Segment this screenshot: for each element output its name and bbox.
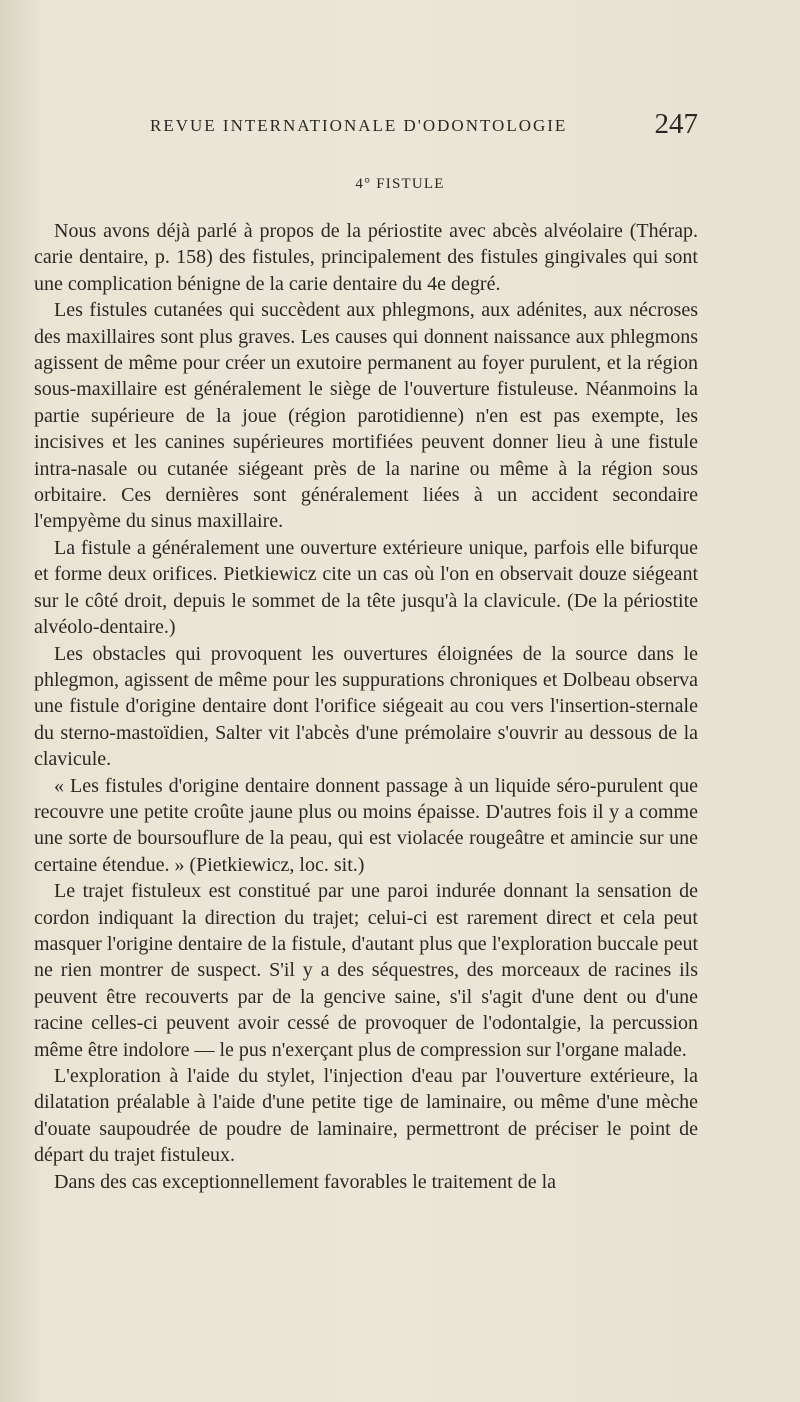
paragraph: Nous avons déjà parlé à propos de la périostite avec abcès alvéolaire (Thérap. carie dentaire, p. 158) des fistules, principalement des fistules gingivales qui sont une complication bénigne de la carie dentaire du 4e degré. <box>34 220 698 295</box>
page-number: 247 <box>654 108 698 140</box>
paragraph: L'exploration à l'aide du stylet, l'injection d'eau par l'ouverture extérieure, la dilatation préalable à l'aide d'une petite tige de laminaire, ou même d'une mèche d'ouate saupoudrée de poudre de laminaire, permettront de préciser le point de départ du trajet fistuleux. <box>34 1065 698 1167</box>
section-title: 4° FISTULE <box>355 176 445 192</box>
paragraph: « Les fistules d'origine dentaire donnent passage à un liquide séro-purulent que recouvre une petite croûte jaune plus ou moins épaisse. D'autres fois il y a comme une sorte de boursouflure de la peau, qui est violacée rougeâtre et amincie sur une certaine étendue. » (Pietkiewicz, loc. sit.) <box>34 774 698 876</box>
paragraph: Le trajet fistuleux est constitué par une paroi indurée donnant la sensation de cordon indiquant la direction du trajet; celui-ci est rarement direct et cela peut masquer l'origine dentaire de la fistule, d'autant plus que l'exploration buccale peut ne rien montrer de suspect. S'il y a des séquestres, des morceaux de racines ils peuvent être recouverts par de la gencive saine, s'il s'agit d'une dent ou d'une racine celles-ci peuvent avoir cessé de provoquer de l'odontalgie, la percussion même être indolore — le pus n'exerçant plus de compression sur l'organe malade. <box>34 880 698 1061</box>
paragraph: Dans des cas exceptionnellement favorables le traitement de la <box>54 1170 557 1193</box>
page-header <box>150 108 698 144</box>
paragraph: La fistule a généralement une ouverture extérieure unique, parfois elle bifurque et forme deux orifices. Pietkiewicz cite un cas où l'on en observait douze siégeant sur le côté droit, depuis le sommet de la tête jusqu'à la clavicule. (De la périostite alvéolo-dentaire.) <box>34 536 698 639</box>
paragraph: Les obstacles qui provoquent les ouvertures éloignées de la source dans le phlegmon, agissent de même pour les suppurations chroniques et Dolbeau observa une fistule d'origine dentaire dont l'orifice siégeait au cou vers l'insertion-sternale du sterno-mastoïdien, Salter vit l'abcès d'une prémolaire s'ouvrir au dessous de la clavicule. <box>34 642 698 771</box>
body-text <box>34 218 698 1195</box>
running-head: REVUE INTERNATIONALE D'ODONTOLOGIE <box>150 116 568 135</box>
paragraph: Les fistules cutanées qui succèdent aux phlegmons, aux adénites, aux nécroses des maxillaires sont plus graves. Les causes qui donnent naissance aux phlegmons agissent de même pour créer un exutoire permanent au foyer purulent, et la région sous-maxillaire est généralement le siège de l'ouverture fistuleuse. Néanmoins la partie supérieure de la joue (région parotidienne) n'en est pas exempte, les incisives et les canines supérieures mortifiées peuvent donner lieu à une fistule intra-nasale ou cutanée siégeant près de la narine ou même à la région sous orbitaire. Ces dernières sont généralement liées à un accident secondaire l'empyème du sinus maxillaire. <box>34 299 698 533</box>
